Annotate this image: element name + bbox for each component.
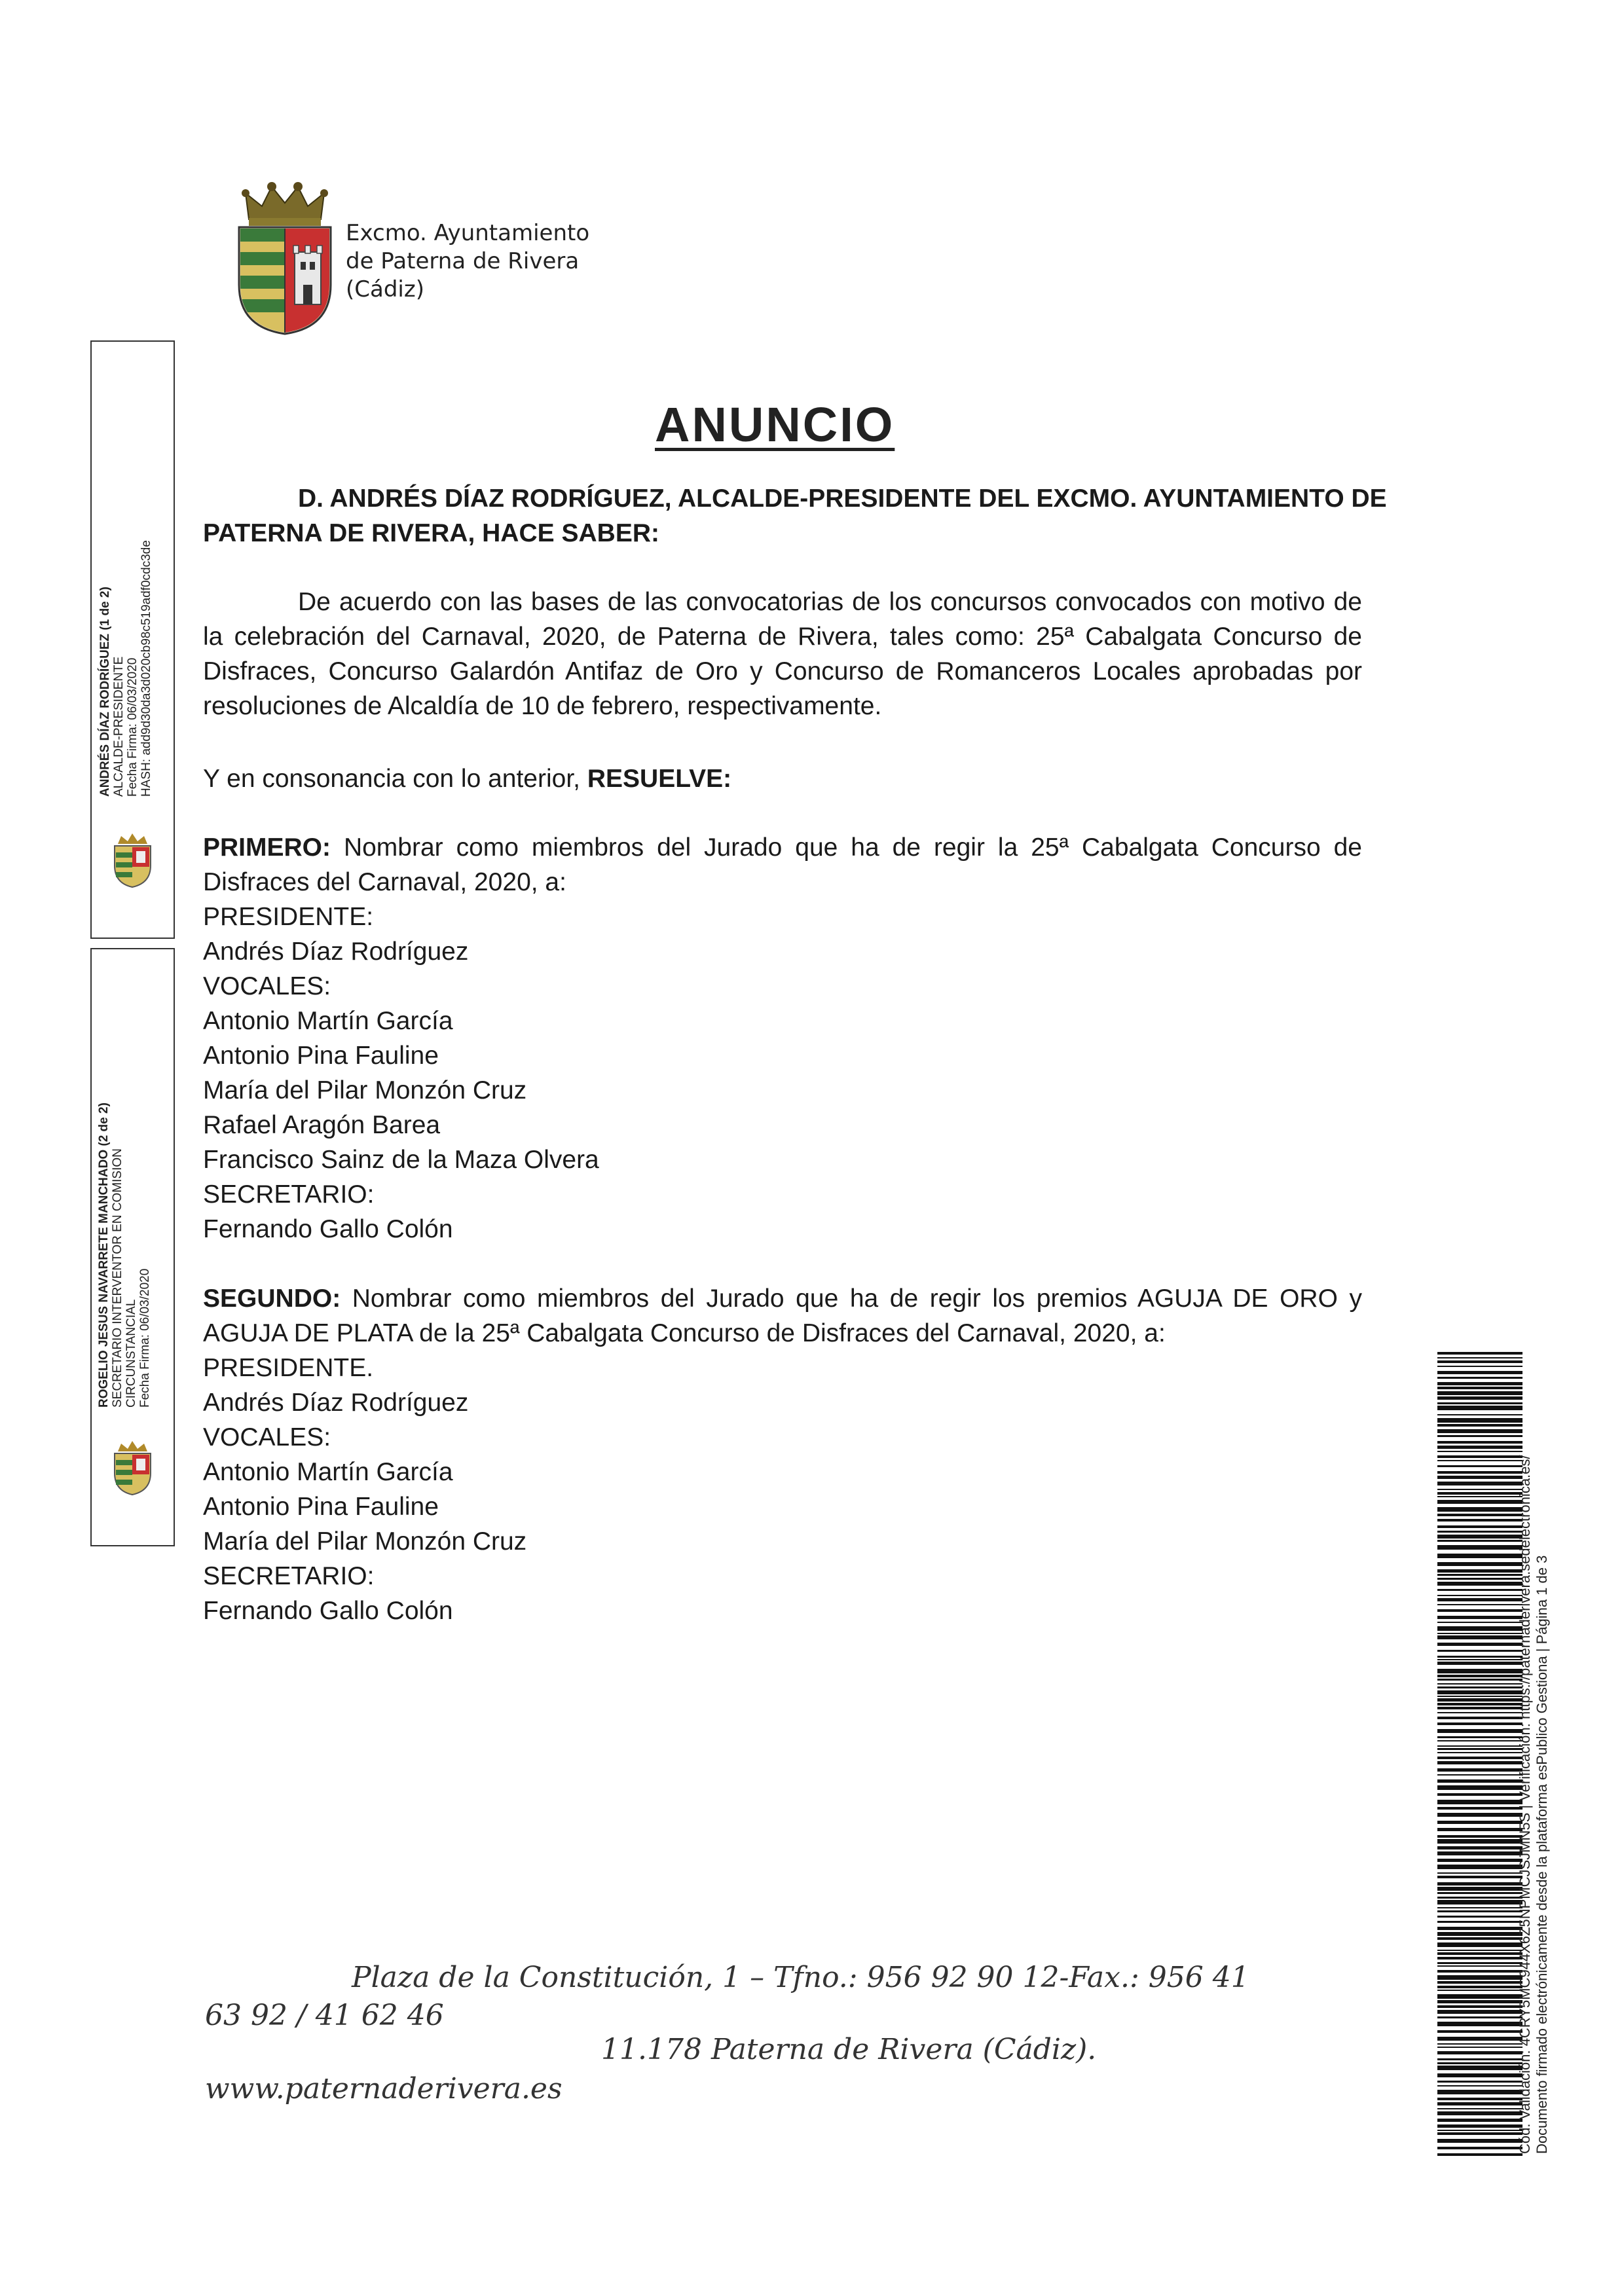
intro-heading	[203, 481, 1387, 551]
segundo-label: SEGUNDO:	[203, 1285, 341, 1313]
list-item: Francisco Sainz de la Maza Olvera	[203, 1146, 599, 1174]
list-item: PRESIDENTE.	[203, 1354, 374, 1382]
list-item: Andrés Díaz Rodríguez	[203, 938, 469, 966]
list-item: Antonio Martín García	[203, 1458, 453, 1486]
signature-crest-icon	[98, 1437, 167, 1496]
list-item: María del Pilar Monzón Cruz	[203, 1527, 527, 1556]
list-item: SECRETARIO:	[203, 1180, 375, 1209]
intro-line-1: D. ANDRÉS DÍAZ RODRÍGUEZ, ALCALDE-PRESIDENTE DEL EXCMO. AYUNTAMIENTO DE	[298, 484, 1387, 513]
sig1-line-1: ANDRÉS DÍAZ RODRÍGUEZ (1 de 2)	[98, 587, 112, 797]
footer-website: www.paternaderivera.es	[205, 2072, 563, 2105]
list-item: Antonio Pina Fauline	[203, 1493, 439, 1521]
signature-box-mayor	[90, 340, 175, 939]
signature-box-secretary	[90, 948, 175, 1546]
list-item: VOCALES:	[203, 972, 331, 1000]
list-item: Fernando Gallo Colón	[203, 1597, 453, 1625]
sig2-line-2: SECRETARIO INTERVENTOR EN COMISION	[111, 1148, 124, 1408]
sig2-line-3: CIRCUNSTANCIAL	[124, 1299, 138, 1408]
signature-crest-icon	[98, 829, 167, 888]
footer-address-line-1: Plaza de la Constitución, 1 – Tfno.: 956 92 90 12-Fax.: 956 41	[352, 1961, 1249, 1994]
validation-text	[1517, 1455, 1551, 2154]
validation-line-2: Documento firmado electrónicamente desde la plataforma esPublico Gestiona | Página 1 de 3	[1534, 1555, 1550, 2154]
list-item: Rafael Aragón Barea	[203, 1111, 441, 1139]
org-line-3: (Cádiz)	[346, 276, 424, 302]
footer-address-line-3: 11.178 Paterna de Rivera (Cádiz).	[601, 2033, 1097, 2066]
list-item: Andrés Díaz Rodríguez	[203, 1389, 469, 1417]
paragraph-bases: De acuerdo con las bases de las convocatorias de los concursos convocados con motivo de la celebración del Carnaval, 2020, de Paterna de Rivera, tales como: 25ª Cabalgata Concurso de Disfraces, Concurso Galardón Antifaz de Oro y Concurso de Romanceros Locales aprobadas por resoluciones de Alcaldía de 10 de febrero, respectivamente.	[203, 588, 1362, 720]
resolve-bold: RESUELVE:	[587, 765, 732, 793]
list-item: VOCALES:	[203, 1423, 331, 1451]
sig1-line-3: Fecha Firma: 06/03/2020	[126, 657, 139, 797]
primero-list	[203, 900, 1362, 1247]
footer-address-line-2: 63 92 / 41 62 46	[205, 1999, 444, 2032]
intro-line-2: PATERNA DE RIVERA, HACE SABER:	[203, 519, 659, 547]
list-item: María del Pilar Monzón Cruz	[203, 1076, 527, 1104]
document-title: ANUNCIO	[655, 397, 895, 452]
list-item: SECRETARIO:	[203, 1562, 375, 1590]
organization-name	[346, 219, 589, 304]
section-primero	[203, 830, 1362, 1247]
signature-text-secretary	[97, 1102, 152, 1408]
primero-paragraph	[203, 830, 1362, 900]
primero-text: Nombrar como miembros del Jurado que ha de regir la 25ª Cabalgata Concurso de Disfraces del Carnaval, 2020, a:	[203, 833, 1362, 896]
segundo-paragraph	[203, 1281, 1362, 1351]
segundo-list	[203, 1351, 1362, 1628]
org-line-1: Excmo. Ayuntamiento	[346, 220, 590, 246]
municipal-crest-logo	[232, 173, 337, 337]
org-line-2: de Paterna de Rivera	[346, 248, 580, 274]
sig1-line-2: ALCALDE-PRESIDENTE	[112, 656, 126, 797]
sig2-line-1: ROGELIO JESUS NAVARRETE MANCHADO (2 de 2)	[97, 1102, 111, 1408]
signature-text-mayor	[98, 540, 153, 797]
resolve-line	[203, 761, 1362, 796]
primero-label: PRIMERO:	[203, 833, 331, 862]
segundo-text: Nombrar como miembros del Jurado que ha de regir los premios AGUJA DE ORO y AGUJA DE PLATA de la 25ª Cabalgata Concurso de Disfraces del Carnaval, 2020, a:	[203, 1285, 1362, 1347]
validation-line-1: Cód. Validación: 4CRY5MC944X6Z5NPMCJSJMN5S | Verificación: https://paternaderivera.sedelectronica.es/	[1517, 1455, 1533, 2154]
list-item: PRESIDENTE:	[203, 903, 374, 931]
list-item: Antonio Martín García	[203, 1007, 453, 1035]
sig2-line-4: Fecha Firma: 06/03/2020	[138, 1268, 152, 1408]
section-segundo	[203, 1281, 1362, 1628]
resolve-prefix: Y en consonancia con lo anterior,	[203, 765, 587, 793]
validation-barcode	[1437, 1352, 1522, 2157]
list-item: Fernando Gallo Colón	[203, 1215, 453, 1243]
list-item: Antonio Pina Fauline	[203, 1042, 439, 1070]
sig1-line-4: HASH: add9d30da3d020cb98c519adf0cdc3de	[139, 540, 153, 797]
